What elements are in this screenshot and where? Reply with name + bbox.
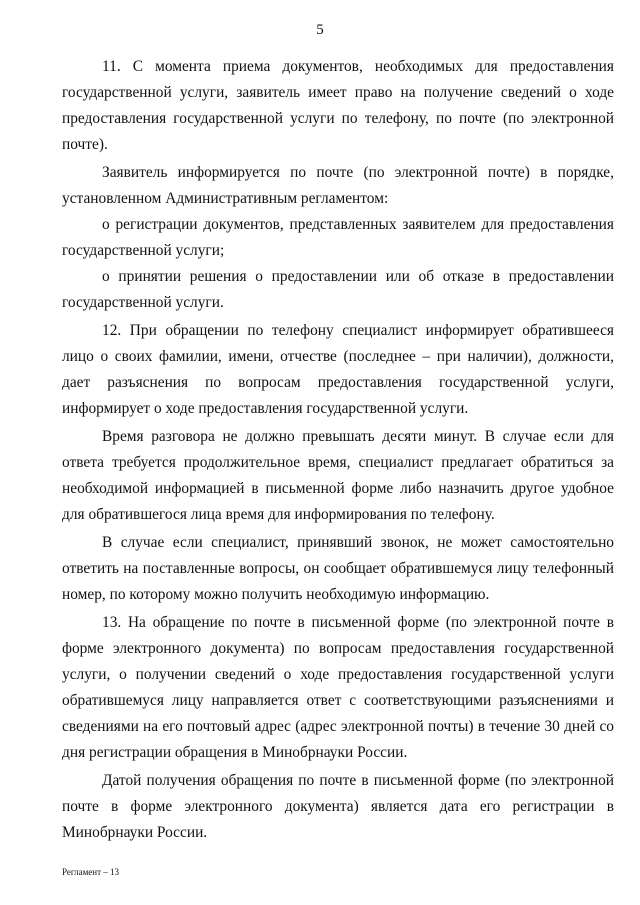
paragraph-informing: Заявитель информируется по почте (по электронной почте) в порядке, установленном Административным регламентом: (62, 164, 614, 207)
paragraph-12: 12. При обращении по телефону специалист информирует обратившееся лицо о своих фамилии, имени, отчестве (последнее – при наличии), должности, дает разъяснения по вопросам предоставления государственной услуги, информирует о ходе предоставления государственной услуги. (62, 322, 614, 417)
paragraph-cannot-answer: В случае если специалист, принявший звонок, не может самостоятельно ответить на поставленные вопросы, он сообщает обратившемуся лицу телефонный номер, по которому можно получить необходимую информацию. (62, 534, 614, 603)
paragraph-call-duration: Время разговора не должно превышать десяти минут. В случае если для ответа требуется продолжительное время, специалист предлагает обратиться за необходимой информацией в письменной форме либо назначить другое удобное для обратившегося лица время для информирования по телефону. (62, 428, 614, 523)
paragraph-13: 13. На обращение по почте в письменной форме (по электронной почте в форме электронного документа) по вопросам предоставления государственной услуги, о получении сведений о ходе предоставления государственной услуги обратившемуся лицу направляется ответ с соответствующими разъяснениями и сведениями на его почтовый адрес (адрес электронной почты) в течение 30 дней со дня регистрации обращения в Минобрнауки России. (62, 614, 614, 761)
document-body (62, 54, 614, 846)
list-item-decision: о принятии решения о предоставлении или об отказе в предоставлении государственной услуги. (62, 268, 614, 311)
footer-label: Регламент – 13 (62, 867, 120, 877)
paragraph-receipt-date: Датой получения обращения по почте в письменной форме (по электронной почте в форме электронного документа) является дата его регистрации в Минобрнауки России. (62, 772, 614, 841)
page-number: 5 (316, 22, 324, 38)
paragraph-11: 11. С момента приема документов, необходимых для предоставления государственной услуги, заявитель имеет право на получение сведений о ходе предоставления государственной услуги по телефону, по почте (по электронной почте). (62, 58, 614, 153)
list-item-registration: о регистрации документов, представленных заявителем для предоставления государственной услуги; (62, 216, 614, 259)
